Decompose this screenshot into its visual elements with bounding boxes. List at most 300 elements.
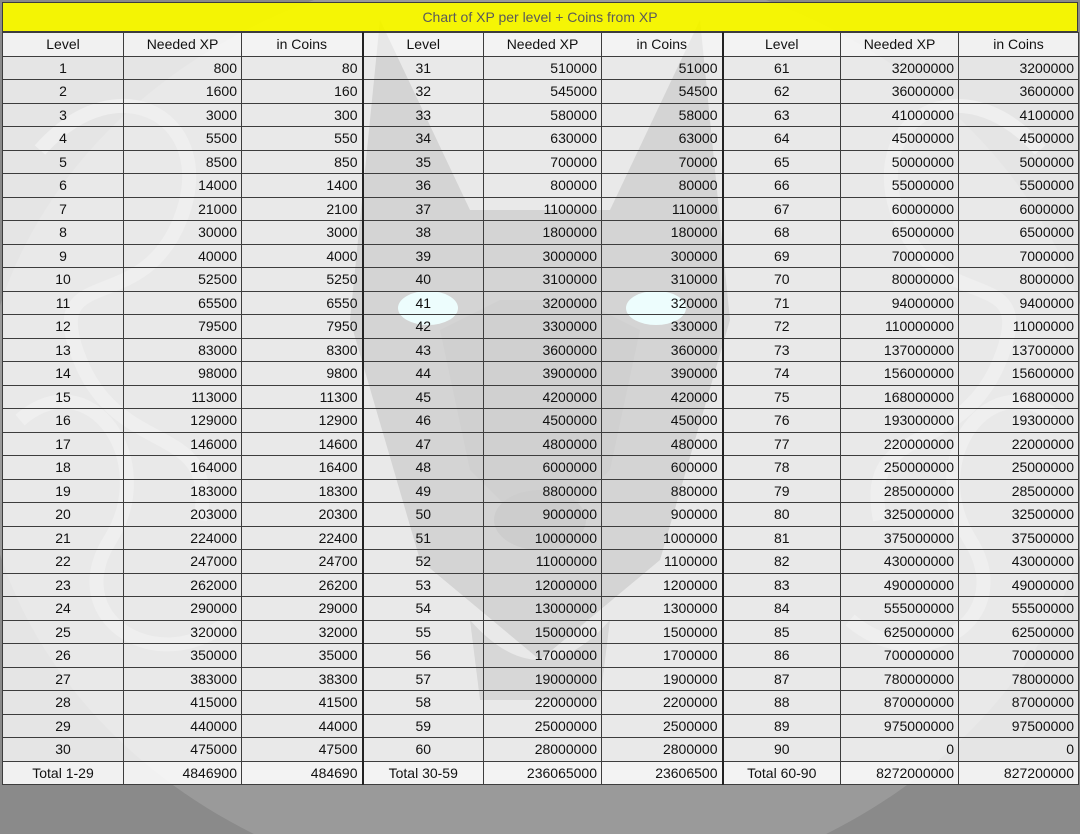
header-in-coins: in Coins (959, 33, 1079, 57)
header-needed-xp: Needed XP (124, 33, 242, 57)
needed-xp-cell: 4500000 (484, 409, 602, 433)
coins-cell: 78000000 (959, 667, 1079, 691)
needed-xp-cell: 430000000 (841, 550, 959, 574)
level-cell: 89 (723, 714, 841, 738)
coins-cell: 51000 (602, 56, 723, 80)
coins-cell: 15600000 (959, 362, 1079, 386)
coins-cell: 1300000 (602, 597, 723, 621)
needed-xp-cell: 630000 (484, 127, 602, 151)
table-row (3, 409, 1079, 433)
level-cell: 46 (363, 409, 484, 433)
coins-cell: 19300000 (959, 409, 1079, 433)
level-cell: 73 (723, 338, 841, 362)
level-cell: 57 (363, 667, 484, 691)
level-cell: 20 (3, 503, 124, 527)
coins-cell: 11300 (242, 385, 363, 409)
coins-cell: 9400000 (959, 291, 1079, 315)
coins-cell: 22000000 (959, 432, 1079, 456)
coins-cell: 43000000 (959, 550, 1079, 574)
coins-cell: 450000 (602, 409, 723, 433)
coins-cell: 38300 (242, 667, 363, 691)
needed-xp-cell: 129000 (124, 409, 242, 433)
level-cell: 16 (3, 409, 124, 433)
coins-cell: 70000 (602, 150, 723, 174)
coins-cell: 1400 (242, 174, 363, 198)
level-cell: 26 (3, 644, 124, 668)
needed-xp-cell: 10000000 (484, 526, 602, 550)
xp-table (2, 32, 1079, 785)
table-row (3, 644, 1079, 668)
needed-xp-cell: 32000000 (841, 56, 959, 80)
coins-cell: 44000 (242, 714, 363, 738)
coins-cell: 6000000 (959, 197, 1079, 221)
level-cell: 29 (3, 714, 124, 738)
total-needed-xp: 4846900 (124, 761, 242, 785)
coins-cell: 16400 (242, 456, 363, 480)
coins-cell: 390000 (602, 362, 723, 386)
coins-cell: 28500000 (959, 479, 1079, 503)
coins-cell: 6550 (242, 291, 363, 315)
coins-cell: 9800 (242, 362, 363, 386)
level-cell: 3 (3, 103, 124, 127)
level-cell: 41 (363, 291, 484, 315)
coins-cell: 160 (242, 80, 363, 104)
table-row (3, 526, 1079, 550)
coins-cell: 1900000 (602, 667, 723, 691)
table-row (3, 127, 1079, 151)
level-cell: 82 (723, 550, 841, 574)
total-coins: 827200000 (959, 761, 1079, 785)
needed-xp-cell: 164000 (124, 456, 242, 480)
header-level: Level (363, 33, 484, 57)
level-cell: 4 (3, 127, 124, 151)
needed-xp-cell: 156000000 (841, 362, 959, 386)
needed-xp-cell: 45000000 (841, 127, 959, 151)
level-cell: 68 (723, 221, 841, 245)
total-label: Total 30-59 (363, 761, 484, 785)
needed-xp-cell: 555000000 (841, 597, 959, 621)
needed-xp-cell: 6000000 (484, 456, 602, 480)
needed-xp-cell: 325000000 (841, 503, 959, 527)
needed-xp-cell: 975000000 (841, 714, 959, 738)
level-cell: 60 (363, 738, 484, 762)
level-cell: 27 (3, 667, 124, 691)
needed-xp-cell: 5500 (124, 127, 242, 151)
needed-xp-cell: 79500 (124, 315, 242, 339)
total-label: Total 1-29 (3, 761, 124, 785)
header-level: Level (723, 33, 841, 57)
coins-cell: 25000000 (959, 456, 1079, 480)
level-cell: 66 (723, 174, 841, 198)
header-needed-xp: Needed XP (484, 33, 602, 57)
table-row (3, 174, 1079, 198)
level-cell: 36 (363, 174, 484, 198)
level-cell: 90 (723, 738, 841, 762)
needed-xp-cell: 4800000 (484, 432, 602, 456)
level-cell: 85 (723, 620, 841, 644)
needed-xp-cell: 0 (841, 738, 959, 762)
needed-xp-cell: 9000000 (484, 503, 602, 527)
coins-cell: 420000 (602, 385, 723, 409)
level-cell: 25 (3, 620, 124, 644)
table-row (3, 197, 1079, 221)
level-cell: 79 (723, 479, 841, 503)
needed-xp-cell: 17000000 (484, 644, 602, 668)
needed-xp-cell: 800 (124, 56, 242, 80)
level-cell: 7 (3, 197, 124, 221)
level-cell: 75 (723, 385, 841, 409)
level-cell: 70 (723, 268, 841, 292)
table-row (3, 103, 1079, 127)
needed-xp-cell: 65000000 (841, 221, 959, 245)
level-cell: 10 (3, 268, 124, 292)
coins-cell: 1200000 (602, 573, 723, 597)
table-row (3, 385, 1079, 409)
coins-cell: 37500000 (959, 526, 1079, 550)
level-cell: 33 (363, 103, 484, 127)
needed-xp-cell: 580000 (484, 103, 602, 127)
coins-cell: 41500 (242, 691, 363, 715)
coins-cell: 1000000 (602, 526, 723, 550)
coins-cell: 550 (242, 127, 363, 151)
coins-cell: 32000 (242, 620, 363, 644)
level-cell: 74 (723, 362, 841, 386)
level-cell: 80 (723, 503, 841, 527)
needed-xp-cell: 780000000 (841, 667, 959, 691)
level-cell: 51 (363, 526, 484, 550)
needed-xp-cell: 113000 (124, 385, 242, 409)
needed-xp-cell: 11000000 (484, 550, 602, 574)
needed-xp-cell: 3100000 (484, 268, 602, 292)
coins-cell: 62500000 (959, 620, 1079, 644)
coins-cell: 24700 (242, 550, 363, 574)
coins-cell: 70000000 (959, 644, 1079, 668)
needed-xp-cell: 50000000 (841, 150, 959, 174)
level-cell: 31 (363, 56, 484, 80)
table-row (3, 550, 1079, 574)
needed-xp-cell: 65500 (124, 291, 242, 315)
needed-xp-cell: 8800000 (484, 479, 602, 503)
needed-xp-cell: 21000 (124, 197, 242, 221)
needed-xp-cell: 490000000 (841, 573, 959, 597)
coins-cell: 5500000 (959, 174, 1079, 198)
table-row (3, 667, 1079, 691)
needed-xp-cell: 55000000 (841, 174, 959, 198)
needed-xp-cell: 320000 (124, 620, 242, 644)
coins-cell: 12900 (242, 409, 363, 433)
table-row (3, 503, 1079, 527)
coins-cell: 3200000 (959, 56, 1079, 80)
coins-cell: 80000 (602, 174, 723, 198)
level-cell: 19 (3, 479, 124, 503)
needed-xp-cell: 12000000 (484, 573, 602, 597)
level-cell: 50 (363, 503, 484, 527)
needed-xp-cell: 262000 (124, 573, 242, 597)
coins-cell: 80 (242, 56, 363, 80)
coins-cell: 13700000 (959, 338, 1079, 362)
level-cell: 65 (723, 150, 841, 174)
needed-xp-cell: 440000 (124, 714, 242, 738)
coins-cell: 850 (242, 150, 363, 174)
level-cell: 1 (3, 56, 124, 80)
level-cell: 64 (723, 127, 841, 151)
level-cell: 45 (363, 385, 484, 409)
needed-xp-cell: 80000000 (841, 268, 959, 292)
coins-cell: 55500000 (959, 597, 1079, 621)
coins-cell: 5250 (242, 268, 363, 292)
level-cell: 52 (363, 550, 484, 574)
table-row (3, 597, 1079, 621)
needed-xp-cell: 375000000 (841, 526, 959, 550)
needed-xp-cell: 1800000 (484, 221, 602, 245)
level-cell: 49 (363, 479, 484, 503)
coins-cell: 0 (959, 738, 1079, 762)
coins-cell: 7950 (242, 315, 363, 339)
total-needed-xp: 236065000 (484, 761, 602, 785)
table-body (3, 56, 1079, 785)
coins-cell: 26200 (242, 573, 363, 597)
level-cell: 14 (3, 362, 124, 386)
coins-cell: 360000 (602, 338, 723, 362)
coins-cell: 600000 (602, 456, 723, 480)
needed-xp-cell: 415000 (124, 691, 242, 715)
level-cell: 37 (363, 197, 484, 221)
level-cell: 23 (3, 573, 124, 597)
table-row (3, 221, 1079, 245)
total-coins: 23606500 (602, 761, 723, 785)
needed-xp-cell: 28000000 (484, 738, 602, 762)
coins-cell: 2100 (242, 197, 363, 221)
coins-cell: 180000 (602, 221, 723, 245)
coins-cell: 8000000 (959, 268, 1079, 292)
level-cell: 12 (3, 315, 124, 339)
level-cell: 15 (3, 385, 124, 409)
needed-xp-cell: 83000 (124, 338, 242, 362)
table-row (3, 56, 1079, 80)
level-cell: 47 (363, 432, 484, 456)
needed-xp-cell: 700000 (484, 150, 602, 174)
needed-xp-cell: 285000000 (841, 479, 959, 503)
needed-xp-cell: 3300000 (484, 315, 602, 339)
total-coins: 484690 (242, 761, 363, 785)
needed-xp-cell: 19000000 (484, 667, 602, 691)
needed-xp-cell: 60000000 (841, 197, 959, 221)
needed-xp-cell: 15000000 (484, 620, 602, 644)
needed-xp-cell: 250000000 (841, 456, 959, 480)
coins-cell: 300000 (602, 244, 723, 268)
level-cell: 28 (3, 691, 124, 715)
needed-xp-cell: 40000 (124, 244, 242, 268)
coins-cell: 29000 (242, 597, 363, 621)
coins-cell: 7000000 (959, 244, 1079, 268)
coins-cell: 18300 (242, 479, 363, 503)
coins-cell: 110000 (602, 197, 723, 221)
needed-xp-cell: 8500 (124, 150, 242, 174)
header-needed-xp: Needed XP (841, 33, 959, 57)
level-cell: 18 (3, 456, 124, 480)
level-cell: 59 (363, 714, 484, 738)
level-cell: 30 (3, 738, 124, 762)
coins-cell: 47500 (242, 738, 363, 762)
needed-xp-cell: 3200000 (484, 291, 602, 315)
level-cell: 56 (363, 644, 484, 668)
level-cell: 55 (363, 620, 484, 644)
coins-cell: 54500 (602, 80, 723, 104)
level-cell: 53 (363, 573, 484, 597)
level-cell: 88 (723, 691, 841, 715)
needed-xp-cell: 224000 (124, 526, 242, 550)
header-in-coins: in Coins (242, 33, 363, 57)
header-in-coins: in Coins (602, 33, 723, 57)
level-cell: 48 (363, 456, 484, 480)
coins-cell: 14600 (242, 432, 363, 456)
needed-xp-cell: 4200000 (484, 385, 602, 409)
table-row (3, 573, 1079, 597)
total-label: Total 60-90 (723, 761, 841, 785)
level-cell: 9 (3, 244, 124, 268)
table-row (3, 291, 1079, 315)
level-cell: 44 (363, 362, 484, 386)
level-cell: 69 (723, 244, 841, 268)
level-cell: 84 (723, 597, 841, 621)
coins-cell: 63000 (602, 127, 723, 151)
needed-xp-cell: 290000 (124, 597, 242, 621)
needed-xp-cell: 350000 (124, 644, 242, 668)
needed-xp-cell: 800000 (484, 174, 602, 198)
coins-cell: 300 (242, 103, 363, 127)
table-row (3, 479, 1079, 503)
needed-xp-cell: 1600 (124, 80, 242, 104)
coins-cell: 11000000 (959, 315, 1079, 339)
needed-xp-cell: 183000 (124, 479, 242, 503)
level-cell: 87 (723, 667, 841, 691)
needed-xp-cell: 475000 (124, 738, 242, 762)
coins-cell: 480000 (602, 432, 723, 456)
level-cell: 54 (363, 597, 484, 621)
needed-xp-cell: 25000000 (484, 714, 602, 738)
table-row (3, 738, 1079, 762)
needed-xp-cell: 36000000 (841, 80, 959, 104)
level-cell: 40 (363, 268, 484, 292)
level-cell: 34 (363, 127, 484, 151)
level-cell: 39 (363, 244, 484, 268)
needed-xp-cell: 3000000 (484, 244, 602, 268)
needed-xp-cell: 545000 (484, 80, 602, 104)
coins-cell: 1700000 (602, 644, 723, 668)
table-row (3, 620, 1079, 644)
table-row (3, 714, 1079, 738)
needed-xp-cell: 98000 (124, 362, 242, 386)
level-cell: 62 (723, 80, 841, 104)
coins-cell: 1100000 (602, 550, 723, 574)
needed-xp-cell: 110000000 (841, 315, 959, 339)
coins-cell: 4000 (242, 244, 363, 268)
table-row (3, 150, 1079, 174)
coins-cell: 330000 (602, 315, 723, 339)
needed-xp-cell: 383000 (124, 667, 242, 691)
needed-xp-cell: 52500 (124, 268, 242, 292)
coins-cell: 22400 (242, 526, 363, 550)
total-row (3, 761, 1079, 785)
level-cell: 38 (363, 221, 484, 245)
needed-xp-cell: 247000 (124, 550, 242, 574)
coins-cell: 2200000 (602, 691, 723, 715)
level-cell: 76 (723, 409, 841, 433)
coins-cell: 16800000 (959, 385, 1079, 409)
level-cell: 32 (363, 80, 484, 104)
needed-xp-cell: 1100000 (484, 197, 602, 221)
needed-xp-cell: 193000000 (841, 409, 959, 433)
needed-xp-cell: 22000000 (484, 691, 602, 715)
coins-cell: 310000 (602, 268, 723, 292)
level-cell: 17 (3, 432, 124, 456)
needed-xp-cell: 14000 (124, 174, 242, 198)
table-row (3, 456, 1079, 480)
level-cell: 67 (723, 197, 841, 221)
coins-cell: 8300 (242, 338, 363, 362)
needed-xp-cell: 3900000 (484, 362, 602, 386)
level-cell: 21 (3, 526, 124, 550)
level-cell: 77 (723, 432, 841, 456)
table-row (3, 268, 1079, 292)
needed-xp-cell: 220000000 (841, 432, 959, 456)
coins-cell: 35000 (242, 644, 363, 668)
coins-cell: 97500000 (959, 714, 1079, 738)
level-cell: 35 (363, 150, 484, 174)
needed-xp-cell: 625000000 (841, 620, 959, 644)
needed-xp-cell: 3600000 (484, 338, 602, 362)
level-cell: 8 (3, 221, 124, 245)
header-level: Level (3, 33, 124, 57)
needed-xp-cell: 94000000 (841, 291, 959, 315)
coins-cell: 6500000 (959, 221, 1079, 245)
header-row (3, 33, 1079, 57)
coins-cell: 87000000 (959, 691, 1079, 715)
coins-cell: 58000 (602, 103, 723, 127)
coins-cell: 4100000 (959, 103, 1079, 127)
level-cell: 72 (723, 315, 841, 339)
coins-cell: 4500000 (959, 127, 1079, 151)
table-row (3, 432, 1079, 456)
level-cell: 43 (363, 338, 484, 362)
needed-xp-cell: 3000 (124, 103, 242, 127)
level-cell: 83 (723, 573, 841, 597)
coins-cell: 3000 (242, 221, 363, 245)
level-cell: 81 (723, 526, 841, 550)
level-cell: 6 (3, 174, 124, 198)
coins-cell: 3600000 (959, 80, 1079, 104)
needed-xp-cell: 870000000 (841, 691, 959, 715)
coins-cell: 900000 (602, 503, 723, 527)
coins-cell: 32500000 (959, 503, 1079, 527)
coins-cell: 5000000 (959, 150, 1079, 174)
level-cell: 2 (3, 80, 124, 104)
coins-cell: 2500000 (602, 714, 723, 738)
coins-cell: 320000 (602, 291, 723, 315)
level-cell: 86 (723, 644, 841, 668)
sheet-title: Chart of XP per level + Coins from XP (2, 2, 1078, 32)
total-needed-xp: 8272000000 (841, 761, 959, 785)
level-cell: 24 (3, 597, 124, 621)
needed-xp-cell: 13000000 (484, 597, 602, 621)
coins-cell: 2800000 (602, 738, 723, 762)
needed-xp-cell: 510000 (484, 56, 602, 80)
level-cell: 78 (723, 456, 841, 480)
table-row (3, 244, 1079, 268)
table-row (3, 691, 1079, 715)
level-cell: 71 (723, 291, 841, 315)
table-row (3, 80, 1079, 104)
